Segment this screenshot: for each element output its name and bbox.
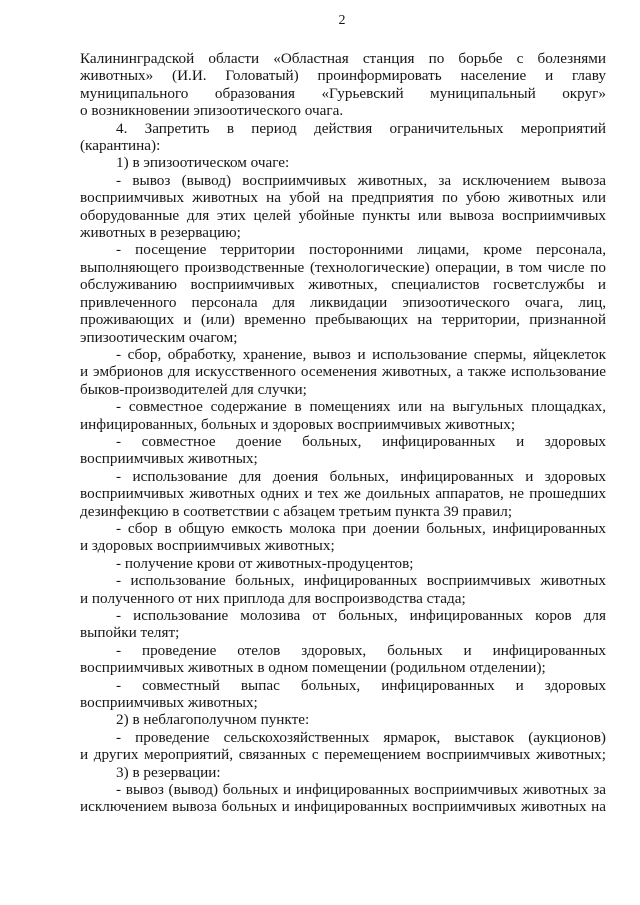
text-line: и здоровых восприимчивых животных;	[80, 537, 335, 555]
text-line: 3) в резервации:	[116, 763, 221, 781]
text-line: - вывоз (вывод) больных и инфицированных восприимчивых животных за	[116, 781, 606, 799]
text-line: исключением вывоза больных и инфицированных восприимчивых животных на	[80, 798, 606, 816]
document-body	[80, 50, 606, 816]
text-line: 1) в эпизоотическом очаге:	[116, 154, 290, 172]
text-line: и эмбрионов для искусственного осеменения животных, а также использование	[80, 363, 606, 381]
text-line: восприимчивых животных;	[80, 450, 258, 468]
text-line: привлеченного персонала для ликвидации эпизоотического очага, лиц,	[80, 293, 606, 311]
text-line: - проведение сельскохозяйственных ярмарок, выставок (аукционов)	[116, 728, 606, 746]
text-line: животных» (И.И. Головатый) проинформировать население и главу	[80, 67, 606, 85]
text-line: - использование молозива от больных, инфицированных коров для	[116, 607, 606, 624]
text-line: восприимчивых животных;	[80, 694, 258, 712]
text-line: 2) в неблагополучном пункте:	[116, 711, 310, 729]
text-line: - проведение отелов здоровых, больных и инфицированных	[116, 641, 606, 659]
text-line: эпизоотическим очагом;	[80, 328, 238, 346]
text-line: быков-производителей для случки;	[80, 380, 307, 398]
text-line: животных в резервацию;	[80, 224, 241, 242]
text-line: выполняющего производственные (технологические) операции, в том числе по	[80, 258, 606, 276]
text-line: и других мероприятий, связанных с перемещением восприимчивых животных;	[80, 746, 606, 764]
text-line: - использование больных, инфицированных восприимчивых животных	[116, 572, 606, 590]
text-line: восприимчивых животных одних и тех же доильных аппаратов, не прошедших	[80, 485, 606, 503]
text-line: - совместное содержание в помещениях или на выгульных площадках,	[116, 398, 606, 416]
text-line: обслуживанию восприимчивых животных, специалистов госветслужбы и	[80, 276, 606, 294]
text-line: выпойки телят;	[80, 624, 180, 642]
text-line: - сбор в общую емкость молока при доении больных, инфицированных	[116, 519, 606, 537]
text-line: проживающих и (или) временно пребывающих на территории, признанной	[80, 311, 606, 329]
text-line: муниципального образования «Гурьевский муниципальный округ»	[80, 84, 606, 102]
text-line: дезинфекцию в соответствии с абзацем третьим пункта 39 правил;	[80, 502, 513, 520]
text-line: о возникновении эпизоотического очага.	[80, 102, 344, 120]
text-line: - вывоз (вывод) восприимчивых животных, за исключением вывоза	[116, 171, 606, 189]
text-line: инфицированных, больных и здоровых восприимчивых животных;	[80, 415, 516, 433]
text-line: - использование для доения больных, инфицированных и здоровых	[116, 467, 606, 485]
text-line: восприимчивых животных в одном помещении (родильном отделении);	[80, 659, 546, 677]
page-number: 2	[338, 13, 346, 28]
text-line: - сбор, обработку, хранение, вывоз и использование спермы, яйцеклеток	[116, 345, 606, 363]
text-line: - совместное доение больных, инфицированных и здоровых	[116, 432, 606, 450]
text-line: - совместный выпас больных, инфицированных и здоровых	[116, 676, 606, 694]
text-line: восприимчивых животных на убой на предприятия по убою животных или	[80, 189, 606, 207]
text-line: 4. Запретить в период действия ограничительных мероприятий	[116, 119, 606, 137]
text-line: Калининградской области «Областная станция по борьбе с болезнями	[80, 50, 606, 67]
text-line: - посещение территории посторонними лицами, кроме персонала,	[116, 241, 606, 259]
text-line: и полученного от них приплода для воспроизводства стада;	[80, 589, 466, 607]
text-line: (карантина):	[80, 137, 161, 155]
text-line: оборудованные для этих целей убойные пункты или вывоза восприимчивых	[80, 206, 606, 224]
text-line: - получение крови от животных-продуцентов;	[116, 554, 414, 572]
